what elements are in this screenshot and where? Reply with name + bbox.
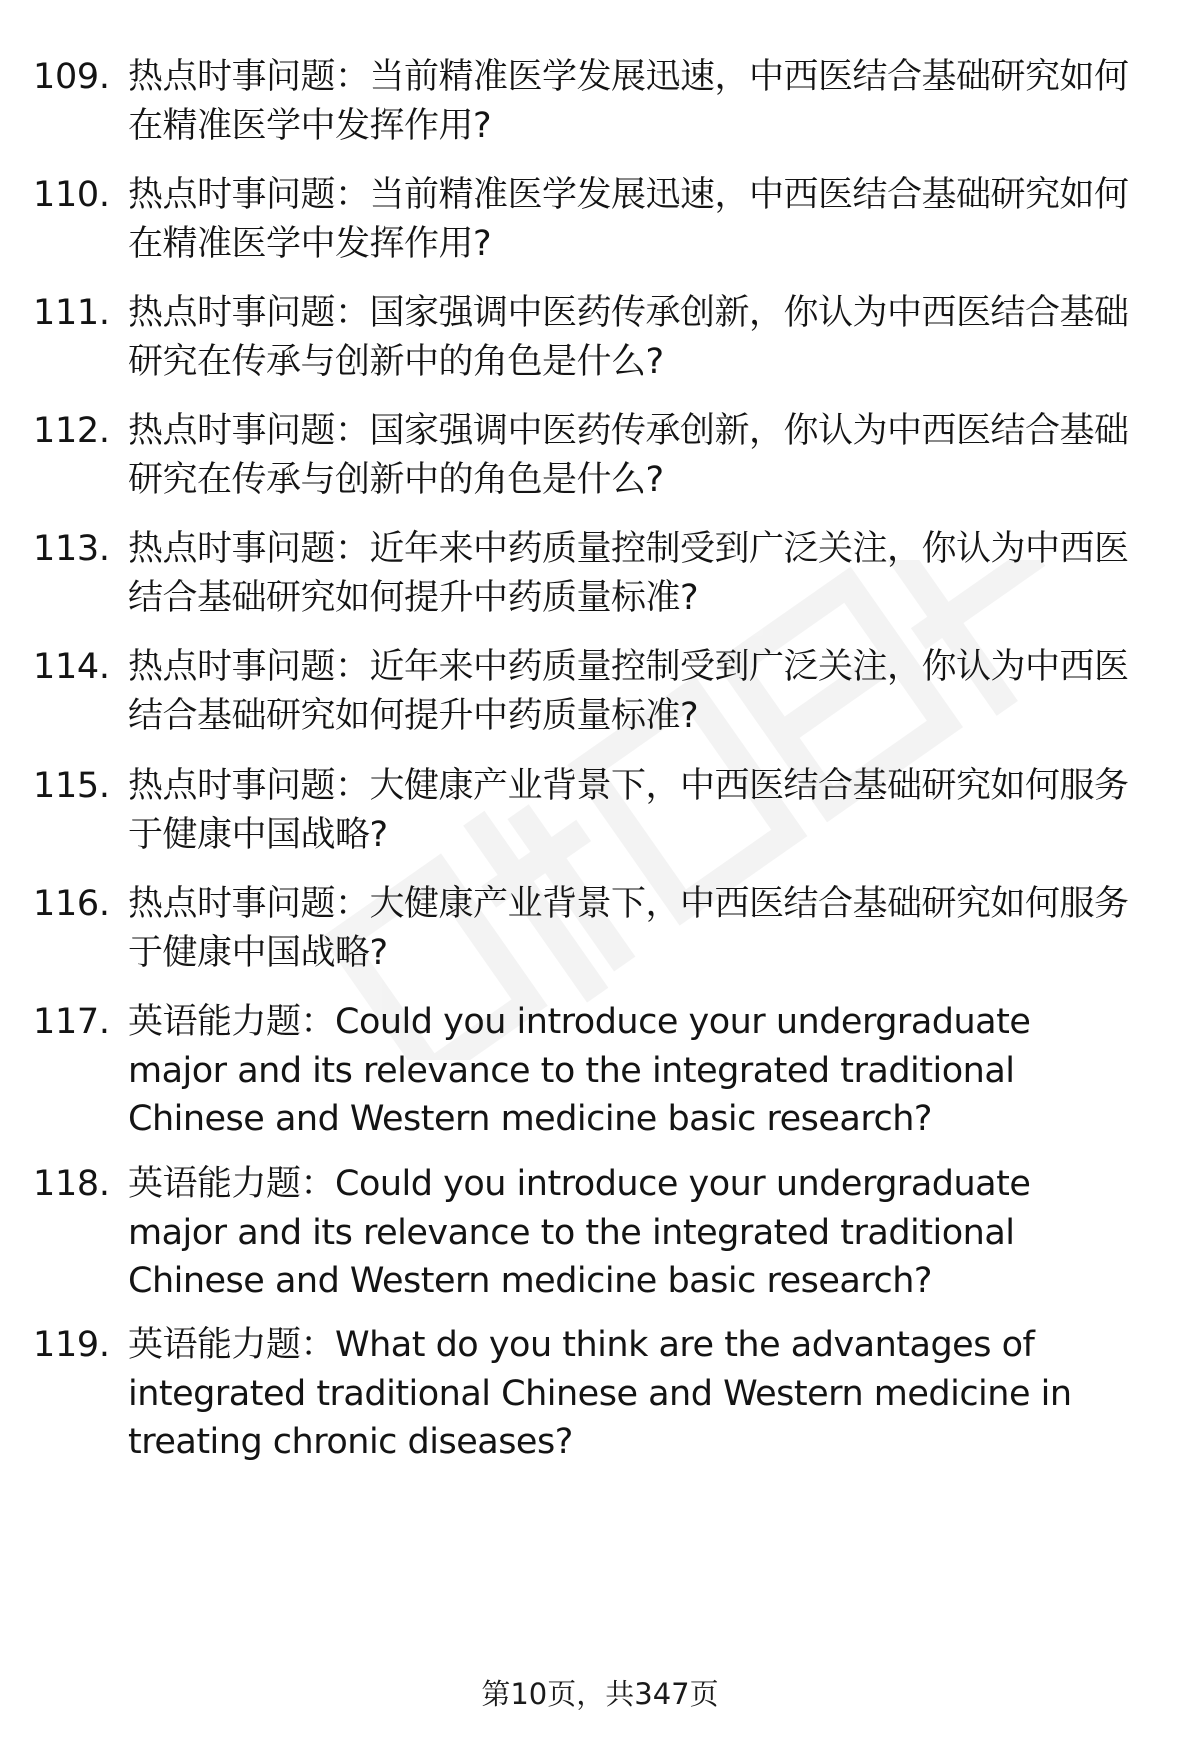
question-text: 热点时事问题：近年来中药质量控制受到广泛关注，你认为中西医结合基础研究如何提升中药质量标准? xyxy=(128,647,1129,736)
page-number-footer: 第10页，共347页 xyxy=(481,1677,719,1711)
question-text: 热点时事问题：国家强调中医药传承创新，你认为中西医结合基础研究在传承与创新中的角色是什么? xyxy=(128,411,1129,500)
question-text: 热点时事问题：近年来中药质量控制受到广泛关注，你认为中西医结合基础研究如何提升中药质量标准? xyxy=(128,529,1129,618)
question-number: 111. xyxy=(33,293,110,333)
question-text: 热点时事问题：当前精准医学发展迅速，中西医结合基础研究如何在精准医学中发挥作用? xyxy=(128,57,1129,146)
question-text: 英语能力题：Could you introduce your undergraduate major and its relevance to the integrated traditional Chinese and Western medicine basic research? xyxy=(128,1002,1031,1139)
question-number: 109. xyxy=(33,57,110,97)
question-number: 112. xyxy=(33,411,110,451)
question-text: 英语能力题：Could you introduce your undergraduate major and its relevance to the integrated traditional Chinese and Western medicine basic research? xyxy=(128,1164,1031,1301)
question-text: 英语能力题：What do you think are the advantages of integrated traditional Chinese and Western medicine in treating chronic diseases? xyxy=(128,1325,1072,1462)
question-number: 117. xyxy=(33,1002,110,1042)
question-text: 热点时事问题：国家强调中医药传承创新，你认为中西医结合基础研究在传承与创新中的角色是什么? xyxy=(128,293,1129,382)
question-number: 110. xyxy=(33,175,110,215)
question-number: 113. xyxy=(33,529,110,569)
question-text: 热点时事问题：当前精准医学发展迅速，中西医结合基础研究如何在精准医学中发挥作用? xyxy=(128,175,1129,264)
question-number: 114. xyxy=(33,647,110,687)
question-number: 115. xyxy=(33,766,110,806)
question-text: 热点时事问题：大健康产业背景下，中西医结合基础研究如何服务于健康中国战略? xyxy=(128,884,1129,973)
question-text: 热点时事问题：大健康产业背景下，中西医结合基础研究如何服务于健康中国战略? xyxy=(128,766,1129,855)
question-number: 119. xyxy=(33,1325,110,1365)
question-number: 116. xyxy=(33,884,110,924)
question-number: 118. xyxy=(33,1164,110,1204)
